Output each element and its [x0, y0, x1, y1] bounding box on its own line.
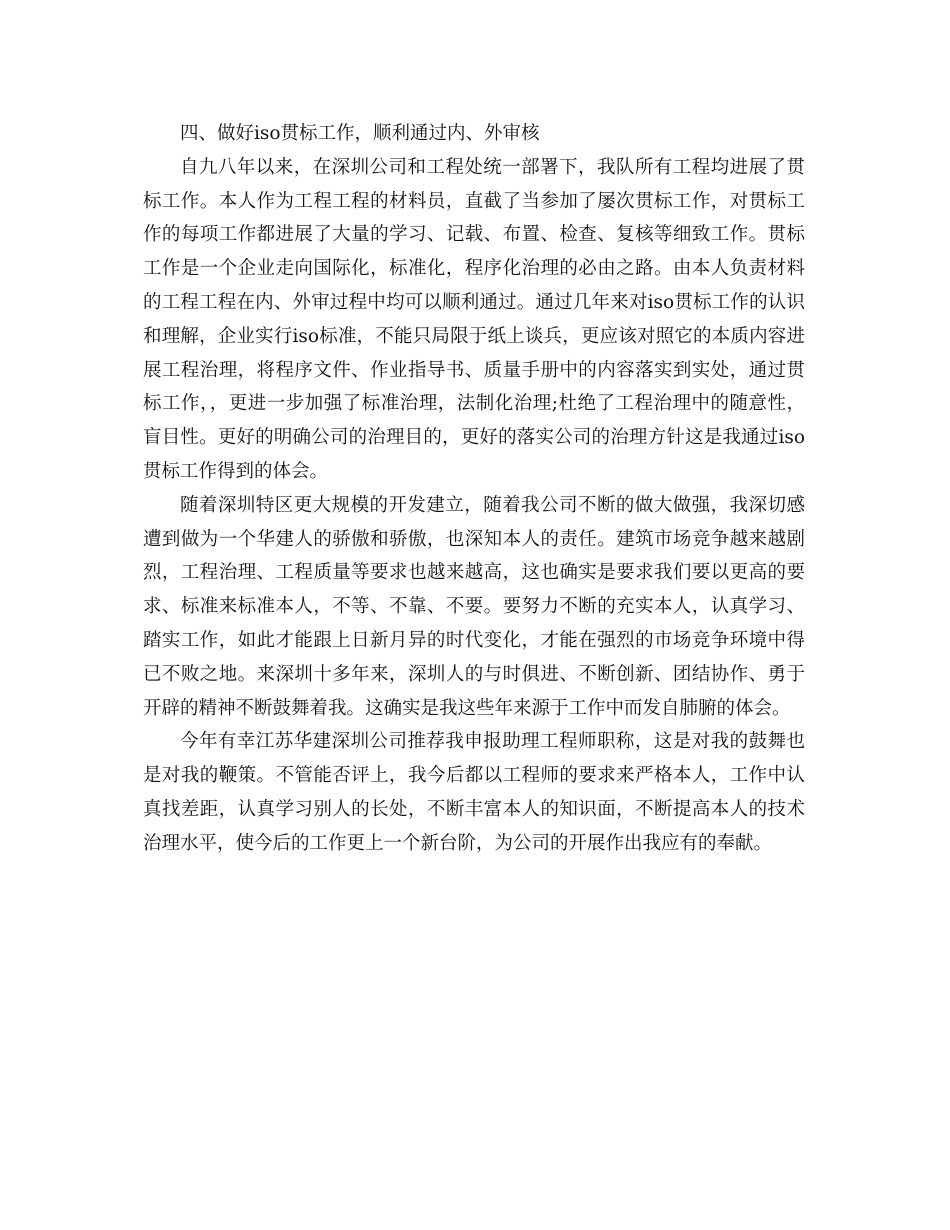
document-body — [143, 117, 805, 861]
paragraph-1: 自九八年以来，在深圳公司和工程处统一部署下，我队所有工程均进展了贯标工作。本人作为工程工程的材料员，直截了当参加了屡次贯标工作，对贯标工作的每项工作都进展了大量的学习、记载、布置、检查、复核等细致工作。贯标工作是一个企业走向国际化，标准化，程序化治理的必由之路。由本人负责材料的工程工程在内、外审过程中均可以顺利通过。通过几年来对iso贯标工作的认识和理解，企业实行iso标准，不能只局限于纸上谈兵，更应该对照它的本质内容进展工程治理，将程序文件、作业指导书、质量手册中的内容落实到实处，通过贯标工作，，更进一步加强了标准治理，法制化治理;杜绝了工程治理中的随意性，盲目性。更好的明确公司的治理目的，更好的落实公司的治理方针这是我通过iso贯标工作得到的体会。 — [143, 156, 805, 482]
paragraph-2: 随着深圳特区更大规模的开发建立，随着我公司不断的做大做强，我深切感遭到做为一个华建人的骄傲和骄傲，也深知本人的责任。建筑市场竞争越来越剧烈，工程治理、工程质量等要求也越来越高，这也确实是要求我们要以更高的要求、标准来标准本人，不等、不靠、不要。要努力不断的充实本人，认真学习、踏实工作，如此才能跟上日新月异的时代变化，才能在强烈的市场竞争环境中得已不败之地。来深圳十多年来，深圳人的与时俱进、不断创新、团结协作、勇于开辟的精神不断鼓舞着我。这确实是我这些年来源于工作中而发自肺腑的体会。 — [143, 494, 805, 719]
section-heading: 四、做好iso贯标工作，顺利通过内、外审核 — [180, 123, 540, 144]
paragraph-3: 今年有幸江苏华建深圳公司推荐我申报助理工程师职称，这是对我的鼓舞也是对我的鞭策。不管能否评上，我今后都以工程师的要求来严格本人，工作中认真找差距，认真学习别人的长处，不断丰富本人的知识面，不断提高本人的技术治理水平，使今后的工作更上一个新台阶，为公司的开展作出我应有的奉献。 — [143, 731, 805, 854]
